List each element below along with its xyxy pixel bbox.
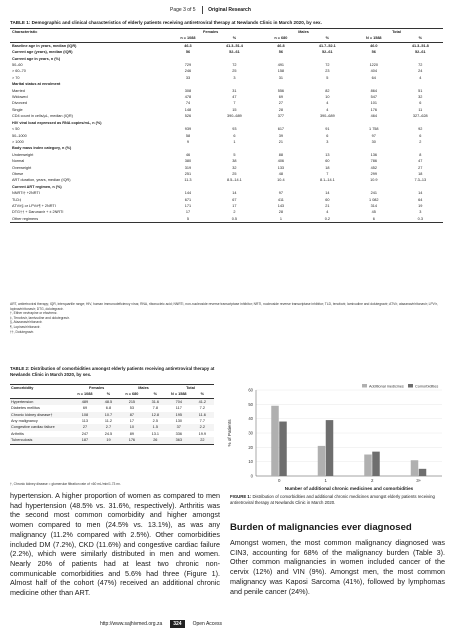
- table1-cell: 92: [418, 127, 423, 132]
- table2-body: [10, 398, 214, 444]
- table2-cell: 53: [129, 406, 134, 411]
- figure1-label: FIGURE 1:: [230, 494, 252, 499]
- table2-col-comorbidity: Comorbidity: [10, 385, 73, 392]
- table1-cell: 1220: [369, 63, 379, 68]
- page-number: Page 3 of 5: [170, 7, 196, 13]
- table1-row-label: DTG†† + Darunavir + ± 2NRTI: [12, 210, 64, 215]
- table1-row-label: Other regimens: [10, 216, 164, 223]
- table1-cell: 56: [278, 50, 283, 55]
- page-header: [170, 6, 251, 14]
- table1-row-label: Normal: [12, 159, 25, 164]
- table1-row-label: Overweight: [12, 165, 32, 170]
- table2-sub: %: [191, 391, 214, 398]
- table1-row-label: Married: [12, 88, 25, 93]
- table1-footnote: ††, Dolutegravir.: [10, 329, 35, 334]
- legend-entry: Comorbidities: [415, 384, 439, 389]
- table1-group-males: Males: [257, 29, 350, 36]
- table1-cell: 47: [232, 95, 237, 100]
- table1-cell: 45: [371, 210, 376, 215]
- comorbidity-bar-chart: [222, 380, 450, 492]
- table1-cell: 7.3–13: [414, 178, 427, 183]
- table2-cell: 7.8: [152, 406, 158, 411]
- table1-footnote: †, Either nevirapine or efavirenz.: [10, 311, 58, 316]
- table1-cell: 464: [370, 114, 377, 119]
- table1-col-characteristic: Characteristic: [10, 29, 164, 36]
- table1-group-total: Total: [350, 29, 443, 36]
- table1-cell: 15: [232, 107, 237, 112]
- table1-row-label: 50–1000: [12, 133, 27, 138]
- table2-row-label: Congestive cardiac failure: [10, 424, 73, 430]
- table1-cell: 13: [325, 152, 330, 157]
- table1-row-label: > 70: [12, 75, 20, 80]
- x-axis-label: Number of additional chronic medicines and comorbidities: [284, 486, 414, 491]
- table1-row-label: Underweight: [12, 152, 34, 157]
- table1-cell: 72: [325, 63, 330, 68]
- table2-cell: 26: [144, 437, 167, 444]
- table1-cell: 390–689: [227, 114, 242, 119]
- table1-row-label: 50–60: [12, 63, 23, 68]
- table2-cell: 19: [97, 437, 120, 444]
- table1-row-label: < 50: [12, 127, 20, 132]
- table1-cell: 7: [233, 101, 236, 106]
- table1-cell: 28: [278, 210, 283, 215]
- footer-page-number: 324: [170, 620, 184, 628]
- y-tick-label: 30: [248, 430, 253, 436]
- y-axis-label: % of Patients: [227, 419, 232, 447]
- table1-cell: 478: [184, 95, 192, 100]
- table1-cell: 17: [185, 210, 191, 215]
- table1-cell: 6: [326, 133, 329, 138]
- table1-cell: 452: [370, 165, 377, 170]
- table2-cell: 247: [81, 431, 89, 436]
- bar-additional-medicines: [364, 455, 372, 477]
- table1-cell: 491: [277, 63, 285, 68]
- section-label: Original Research: [208, 7, 251, 13]
- table2-cell: 7.7: [199, 419, 205, 424]
- table1-cell: 176: [370, 107, 377, 112]
- table1-cell: 46.8: [277, 43, 285, 48]
- table1-cell: 556: [277, 88, 285, 93]
- table1-cell: 299: [370, 171, 377, 176]
- table1-cell: 67: [232, 197, 237, 202]
- table1-cell: 729: [184, 63, 192, 68]
- table1-cell: 101: [370, 101, 377, 106]
- table1-cell: 47: [418, 159, 423, 164]
- table1-cell: 60: [325, 197, 330, 202]
- table2-cell: 6.8: [105, 406, 112, 411]
- table2-sub: N = 1588: [167, 391, 191, 398]
- table1-cell: 46: [185, 152, 191, 157]
- table2-cell: 336: [175, 431, 182, 436]
- table1-cell: 64: [371, 75, 376, 80]
- table1-cell: 1 082: [369, 197, 379, 202]
- table2-cell: 2.2: [191, 424, 214, 430]
- table1-cell: 864: [370, 88, 377, 93]
- table1-title: TABLE 1: Demographic and clinical characteristics of elderly patients receiving antiretroviral therapy at Newlands Clinic in March 2020, by sex.: [10, 20, 322, 25]
- table1-cell: 246: [184, 69, 192, 74]
- table1-row-label: CD4 count in cells/μL, median (IQR): [12, 114, 73, 119]
- table2-cell: 12.8: [144, 412, 167, 418]
- table1-cell: 6: [419, 133, 422, 138]
- table1-cell: 17: [232, 203, 237, 208]
- table2-row: [10, 437, 214, 444]
- table2-row-label: Hypertension: [10, 398, 73, 405]
- table1-row: [10, 42, 443, 49]
- x-tick-label: 1: [324, 478, 327, 483]
- table2-row-label: Chronic kidney disease†: [10, 412, 73, 418]
- table1-cell: 4: [326, 101, 329, 106]
- table1-cell: 21: [278, 139, 283, 144]
- table1-cell: 72: [418, 63, 423, 68]
- x-tick-label: 2: [371, 478, 374, 483]
- table1-sub: %: [305, 35, 350, 42]
- table1-cell: 25: [232, 69, 237, 74]
- table2-cell: 108: [73, 412, 97, 418]
- table1-cell: 48: [278, 171, 283, 176]
- table1-cell: 39: [278, 133, 283, 138]
- table2-cell: 489: [73, 398, 97, 405]
- table2-cell: 89: [129, 431, 134, 436]
- table1-cell: 148: [184, 107, 192, 112]
- body-text-left: hypertension. A higher proportion of women as compared to men had hypertension (48.5% vs. 31.6%, respectively). Arthritis was the second most common comorbidity and higher amongst women compared to men (24.5% vs. 13.1%), as was any malignancy (11.2% compared with 2.5%). Other comorbidities included DM (7.2%), CKD (11.6%) and congestive cardiac failure (2.2%), which were similarly distributed in men and women. Nearly 20% of patients had at least two chronic non-communicable comorbidities and 5.6% had three (Figure 1). Almost half of the cohort (47%) received an additional chronic medicine other than ART.: [10, 491, 220, 598]
- table1-row-label: NNRTI† +2NRTI: [12, 191, 40, 196]
- table1-cell: 158: [277, 69, 285, 74]
- table1-cell: 5: [164, 216, 212, 223]
- table1-sub: N = 1588: [350, 35, 398, 42]
- table2-cell: 176: [120, 437, 144, 444]
- table1-cell: 18: [325, 165, 330, 170]
- table1-cell: 671: [184, 197, 192, 202]
- bar-additional-medicines: [271, 406, 279, 476]
- table2-group-males: Males: [120, 385, 167, 392]
- table1-footnote: ‡, Tenofovir, lamivudine and dolutegravir.: [10, 315, 70, 320]
- table1-cell: 7: [326, 171, 329, 176]
- table1-cell: 46.0: [370, 43, 378, 48]
- body-text-right: Amongst women, the most common malignancy diagnosed was CIN3, accounting for 68% of the malignancy burden (Table 3). Other common malignancies in women included cancer of the cervix (12%) and VIN (9%). Amongst men, the most common malignancy was Kaposi Sarcoma (41%), followed by lymphomas and penile cancer (24%).: [230, 538, 445, 596]
- table1-cell: 377: [277, 114, 285, 119]
- table1-cell: 5: [233, 152, 236, 157]
- table1-cell: 10.4: [277, 178, 285, 183]
- table1-cell: 33: [185, 75, 191, 80]
- table1: [10, 28, 443, 223]
- table2-cell: 27: [73, 424, 97, 430]
- table1-row-label: > 60–70: [12, 69, 26, 74]
- table1-cell: 41.3–51.8: [411, 43, 429, 48]
- table1-cell: 56: [371, 50, 376, 55]
- table1-row-label: Marital status at enrolment: [12, 82, 61, 87]
- table1-cell: 547: [370, 95, 377, 100]
- table1-cell: 314: [370, 203, 377, 208]
- table2-row: [10, 398, 214, 405]
- table1-row-label: ATV/r§ or LPV/r¶ + 2NRTI: [12, 203, 56, 208]
- table1-cell: 14: [232, 191, 237, 196]
- table1-sub: n = 680: [257, 35, 305, 42]
- table1-cell: 9: [186, 139, 190, 144]
- table2-row-label: Tuberculosis: [10, 437, 73, 444]
- table2-cell: 2.5: [152, 419, 158, 424]
- y-tick-label: 60: [248, 387, 253, 393]
- table1-cell: 390–689: [319, 114, 335, 119]
- table1-cell: 38: [232, 159, 237, 164]
- table2-cell: 17: [129, 419, 134, 424]
- table2-cell: 48.5: [97, 398, 120, 405]
- table1-cell: 4: [326, 107, 329, 112]
- table2-cell: 10: [120, 424, 144, 430]
- table1-cell: 31: [232, 88, 237, 93]
- figure1-caption: [230, 494, 450, 505]
- table2-sub: n = 1088: [73, 391, 97, 398]
- table1-cell: 3: [326, 139, 329, 144]
- table2-cell: 13.1: [151, 431, 159, 436]
- table2-cell: 22: [191, 437, 214, 444]
- y-tick-label: 20: [248, 444, 253, 450]
- table1-cell: 380: [184, 159, 192, 164]
- table1-cell: 6: [350, 216, 398, 223]
- legend-entry: Additional medicines: [369, 384, 404, 389]
- table1-cell: 11.3: [184, 178, 192, 183]
- table1-cell: 2: [419, 139, 422, 144]
- y-tick-label: 0: [250, 473, 253, 479]
- table2-cell: 11.2: [104, 419, 112, 424]
- table1-cell: 6: [233, 133, 236, 138]
- table1-cell: 11: [418, 107, 423, 112]
- table1-cell: 27: [418, 165, 423, 170]
- table1-cell: 32: [418, 95, 423, 100]
- table1-cell: 308: [184, 88, 192, 93]
- table1-cell: 31: [278, 75, 283, 80]
- table2-group-total: Total: [167, 385, 214, 392]
- table1-cell: 32: [232, 165, 237, 170]
- table1-cell: 14: [418, 191, 423, 196]
- table2-cell: 37: [167, 424, 191, 430]
- table1-cell: 241: [370, 191, 377, 196]
- table1-cell: 3: [233, 75, 236, 80]
- table2-cell: 19.9: [198, 431, 207, 436]
- table1-cell: 21: [325, 203, 330, 208]
- table2-cell: 363: [167, 437, 191, 444]
- table1-cell: 10.9: [370, 178, 378, 183]
- y-tick-label: 40: [248, 416, 253, 422]
- table2-cell: 69: [82, 406, 88, 411]
- table1-cell: 52–61: [322, 50, 333, 55]
- legend-swatch: [408, 384, 413, 388]
- table2-cell: 7.2: [199, 406, 205, 411]
- table1-cell: 171: [184, 203, 192, 208]
- table1-body: [10, 42, 443, 222]
- table1-row: [10, 216, 443, 223]
- table2-cell: 10.7: [97, 412, 120, 418]
- table1-cell: 8.5–14.1: [227, 178, 242, 183]
- bar-additional-medicines: [318, 446, 326, 476]
- table1-cell: 25: [232, 171, 237, 176]
- table2-cell: 24.5: [104, 431, 113, 436]
- legend-swatch: [362, 384, 367, 388]
- table2-cell: 117: [175, 406, 182, 411]
- table2-cell: 31.6: [144, 398, 167, 405]
- table1-cell: 60: [325, 159, 330, 164]
- bar-comorbidities: [326, 420, 334, 476]
- table1-cell: 404: [370, 69, 377, 74]
- table1-cell: 19: [418, 203, 423, 208]
- table1-cell: 251: [184, 171, 192, 176]
- table1-cell: 41.3–51.4: [225, 43, 243, 48]
- table2-cell: 11.6: [191, 412, 214, 418]
- table2-title: TABLE 2: Distribution of comorbidities amongst elderly patients receiving antiretroviral therapy at Newlands Clinic in March 2020, by sex.: [10, 366, 215, 377]
- table1-cell: 0.3: [398, 216, 443, 223]
- table1-cell: 72: [232, 63, 237, 68]
- table1-cell: 8: [419, 152, 422, 157]
- table1-sub-blank: [10, 35, 164, 42]
- figure1-caption-text: Distribution of comorbidities and additional chronic medicines amongst elderly patients receiving antiretroviral therapy at Newlands Clinic in March 2020.: [230, 494, 435, 505]
- open-access-label: Open Access: [192, 621, 223, 627]
- table2-row-label: Diabetes mellitus: [11, 406, 40, 411]
- table2-cell: 113: [81, 419, 88, 424]
- table1-cell: 27: [278, 101, 283, 106]
- table2-cell: 87: [120, 412, 144, 418]
- table1-cell: 24: [418, 69, 423, 74]
- table1-cell: 14: [325, 191, 330, 196]
- y-tick-label: 10: [248, 459, 253, 465]
- bar-additional-medicines: [411, 460, 419, 476]
- table2-cell: 1.5: [144, 424, 167, 430]
- table1-cell: 5: [326, 75, 329, 80]
- bar-comorbidities: [279, 422, 287, 476]
- table1-sub: %: [398, 35, 443, 42]
- table1-cell: 133: [277, 165, 285, 170]
- table1-cell: 327–628: [412, 114, 428, 119]
- section-heading: Burden of malignancies ever diagnosed: [230, 522, 412, 533]
- table2-sub-blank: [10, 391, 73, 398]
- table1-cell: 3: [419, 210, 422, 215]
- table1-cell: 82: [325, 88, 330, 93]
- table2-footnote: †, Chronic kidney disease = glomerular filtration rate of <60 mL/min/1.73 m².: [10, 482, 122, 486]
- table1-cell: 939: [184, 127, 192, 132]
- table1-cell: 51: [418, 88, 423, 93]
- table1-cell: 64: [418, 197, 423, 202]
- table1-cell: 69: [278, 95, 283, 100]
- table1-row-label: Single: [12, 107, 23, 112]
- table1-cell: 46.3: [184, 43, 192, 48]
- table1-footnote: §, Atazanavir/ritonavir.: [10, 320, 43, 325]
- table1-cell: 58: [185, 133, 191, 138]
- table1-row-label: > 1000: [12, 139, 24, 144]
- table1-cell: 10: [325, 95, 330, 100]
- table1-sub: %: [212, 35, 257, 42]
- table2-cell: 187: [73, 437, 97, 444]
- table1-row-label: Body mass index category, n (%): [12, 146, 72, 151]
- table2-group-females: Females: [73, 385, 120, 392]
- table2-cell: 41.2: [191, 398, 214, 405]
- table1-cell: 4: [326, 210, 329, 215]
- table1-cell: 1: [257, 216, 305, 223]
- table1-row-label: HIV viral load expressed as RNA copies/mL, n (%): [12, 120, 102, 125]
- table2-cell: 704: [167, 398, 191, 405]
- table1-footnote: ¶, Lopinavir/ritonavir.: [10, 324, 41, 329]
- table1-cell: 1 758: [369, 127, 379, 132]
- table2-cell: 195: [167, 412, 191, 418]
- table1-cell: 319: [184, 165, 192, 170]
- page-footer: [100, 620, 222, 628]
- table1-cell: 41.7–52.1: [318, 43, 336, 48]
- table1-cell: 0.2: [305, 216, 350, 223]
- table1-cell: 30: [371, 139, 376, 144]
- table1-cell: 74: [185, 101, 191, 106]
- table1-cell: 4: [419, 75, 422, 80]
- table2-cell: 215: [120, 398, 144, 405]
- table1-row-label: TLD‡: [12, 197, 22, 202]
- table1-cell: 617: [277, 127, 285, 132]
- header-divider: [202, 6, 203, 14]
- table1-row-label: Current ART regimen, n (%): [12, 184, 62, 189]
- table1-cell: 411: [277, 197, 284, 202]
- table1-cell: 526: [184, 114, 192, 119]
- table1-cell: 18: [418, 171, 423, 176]
- bar-comorbidities: [419, 469, 427, 476]
- table2-sub: n = 680: [120, 391, 144, 398]
- table1-row-label: Obese: [12, 171, 24, 176]
- table1-cell: 406: [277, 159, 285, 164]
- table1-cell: 8.1–14.1: [319, 178, 335, 183]
- table1-row-label: Divorced: [12, 101, 27, 106]
- table1-cell: 91: [325, 127, 330, 132]
- table1-row-label: Current age (years), median (IQR): [12, 50, 73, 55]
- table1-row-label: Current age in years, n (%): [12, 56, 61, 61]
- x-tick-label: 3+: [416, 478, 422, 483]
- table1-cell: 144: [184, 191, 192, 196]
- table2-sub: %: [144, 391, 167, 398]
- table1-cell: 143: [277, 203, 285, 208]
- table2-sub: %: [97, 391, 120, 398]
- table1-cell: 786: [370, 159, 377, 164]
- table1-cell: 93: [232, 127, 237, 132]
- table1-cell: 6: [419, 101, 422, 106]
- table1-cell: 88: [278, 152, 283, 157]
- table1-cell: 28: [278, 107, 283, 112]
- journal-url-link[interactable]: http://www.sajhivmed.org.za: [100, 621, 163, 627]
- table1-group-females: Females: [164, 29, 257, 36]
- table1-cell: 136: [370, 152, 377, 157]
- table2: [10, 384, 214, 445]
- table1-cell: 1: [233, 139, 236, 144]
- bar-comorbidities: [372, 452, 380, 476]
- table1-cell: 97: [371, 133, 376, 138]
- table1-cell: 23: [325, 69, 330, 74]
- table1-footnote: ART, antiretroviral therapy; IQR, interquartile range; HIV, human immunodeficiency virus; RNA, ribonucleic acid; NNRTI, non-nucleoside reverse transcriptase inhibitor; NRTI, nucleoside reverse transcriptase inhibitor; TLD, tenofovir, lamivudine and dolutegravir; ATV/r, atazanavir/ritonavir; LPV/r, lopinavir/ritonavir; DTG, dolutegravir.: [10, 302, 438, 311]
- table1-cell: 0.5: [212, 216, 257, 223]
- table1-cell: 52–61: [229, 50, 240, 55]
- table1-sub: n = 1088: [164, 35, 212, 42]
- table1-cell: 56: [185, 50, 191, 55]
- y-tick-label: 50: [248, 401, 253, 407]
- table2-cell: 130: [175, 419, 182, 424]
- table1-row-label: Widowed: [12, 95, 28, 100]
- table1-row-label: ART duration, years, median (IQR): [12, 178, 71, 183]
- table2-row-label: Arthritis: [11, 431, 24, 436]
- table2-cell: 2.7: [97, 424, 120, 430]
- table1-footnotes: [10, 302, 443, 334]
- table1-cell: 2: [233, 210, 236, 215]
- x-tick-label: 0: [278, 478, 281, 483]
- table1-cell: 97: [278, 191, 283, 196]
- table1-cell: 52–61: [415, 50, 426, 55]
- table2-row-label: Any malignancy: [11, 419, 38, 424]
- table1-row-label: Baseline age in years, median (IQR): [12, 43, 77, 48]
